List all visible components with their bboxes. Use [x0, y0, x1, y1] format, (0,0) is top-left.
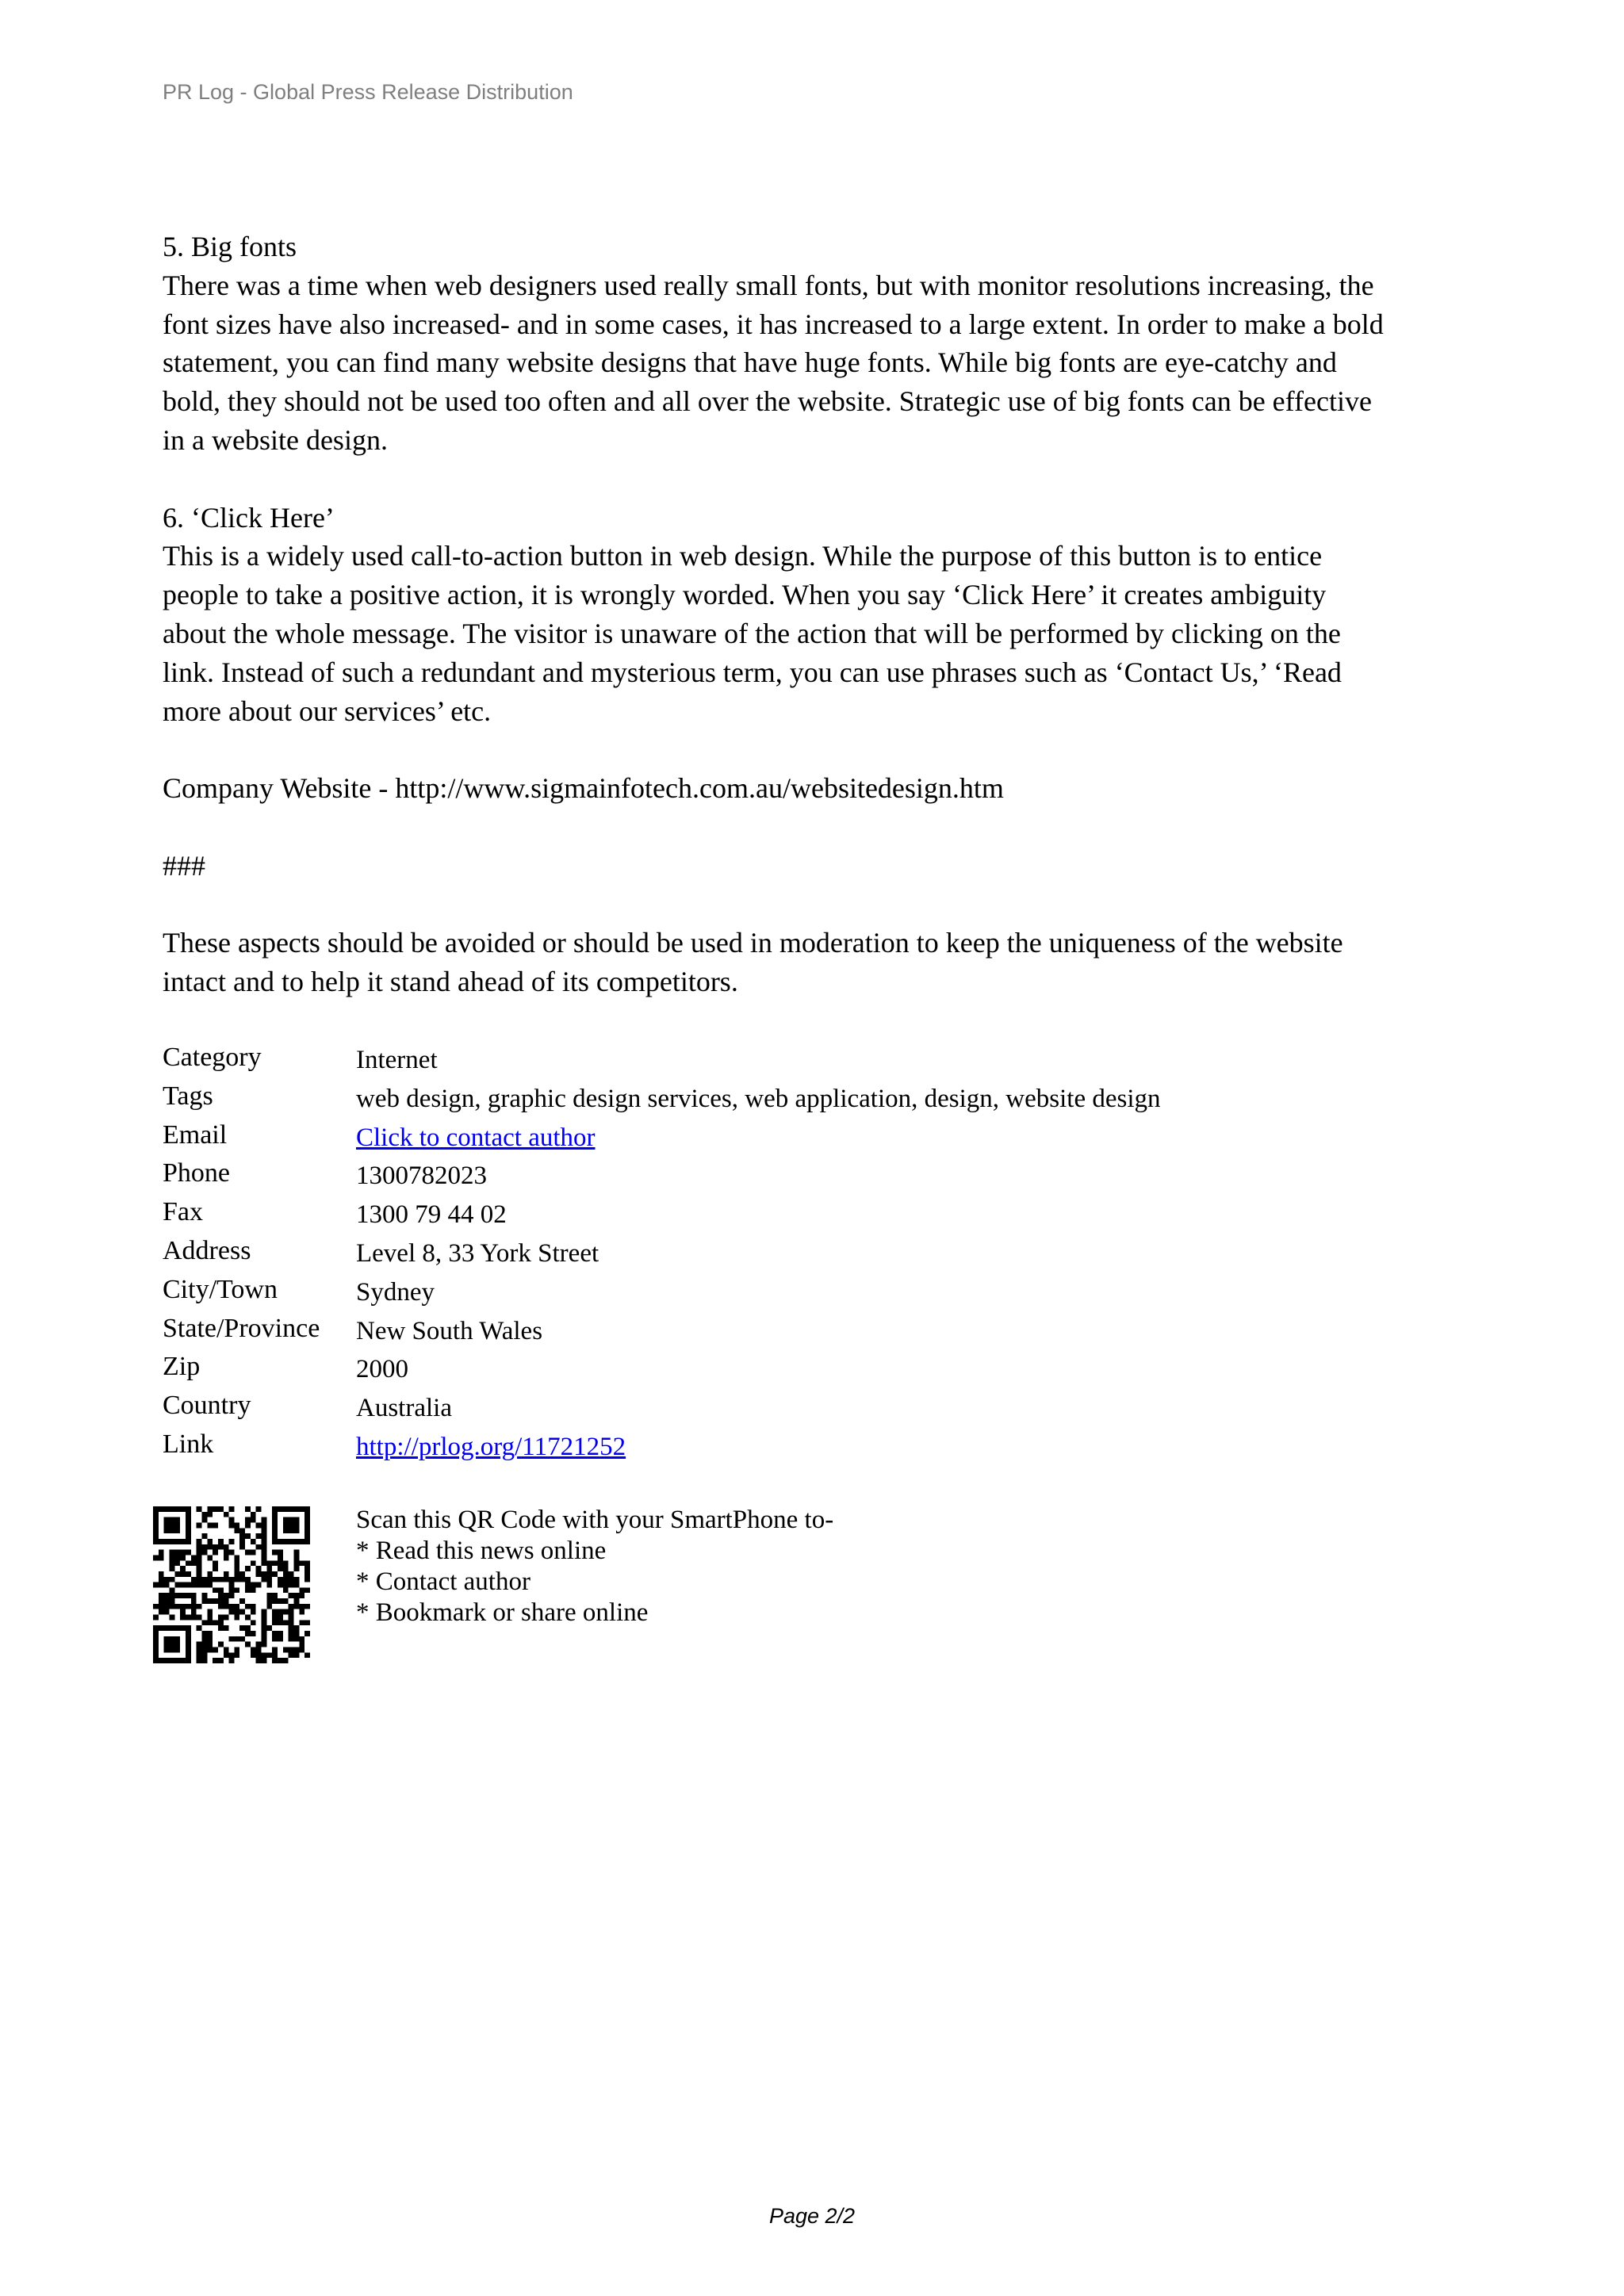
info-label: Category	[163, 1043, 262, 1072]
info-label: Address	[163, 1235, 251, 1265]
release-permalink[interactable]: http://prlog.org/11721252	[356, 1432, 626, 1461]
page-header: PR Log - Global Press Release Distribution	[163, 80, 573, 104]
text-line: about the whole message. The visitor is unaware of the action that will be performed by clicking on the	[163, 617, 1341, 649]
info-value: 1300782023	[356, 1161, 487, 1191]
text-line: 5. Big fonts	[163, 231, 297, 262]
info-value: Level 8, 33 York Street	[356, 1238, 599, 1268]
info-value: 1300 79 44 02	[356, 1200, 507, 1230]
qr-instructions	[356, 1505, 833, 1628]
text-line: statement, you can find many website designs that have huge fonts. While big fonts are eye-catchy and	[163, 346, 1337, 379]
info-label: Email	[163, 1119, 228, 1150]
text-line: intact and to help it stand ahead of its competitors.	[163, 966, 738, 998]
text-line: This is a widely used call-to-action button in web design. While the purpose of this button is to entice	[163, 540, 1323, 572]
page-number: Page 2/2	[768, 2204, 856, 2228]
text-line: link. Instead of such a redundant and mysterious term, you can use phrases such as ‘Contact Us,’ ‘Read	[163, 656, 1342, 688]
press-release-body	[163, 228, 1471, 1040]
info-value: 2000	[356, 1355, 408, 1384]
qr-instruction-line: * Bookmark or share online	[356, 1598, 649, 1627]
text-line: There was a time when web designers used really small fonts, but with monitor resolutions increasing, the	[163, 269, 1374, 301]
text-line: in a website design.	[163, 423, 388, 456]
text-line: 6. ‘Click Here’	[163, 501, 335, 534]
paragraph-conclusion	[163, 924, 1471, 1001]
qr-instruction-line: * Read this news online	[356, 1536, 607, 1565]
paragraph-big-fonts	[163, 228, 1471, 460]
qr-instruction-line: * Contact author	[356, 1567, 530, 1596]
info-value-container	[356, 1428, 626, 1466]
info-value: Internet	[356, 1046, 438, 1074]
qr-code-icon	[153, 1506, 310, 1663]
info-label: Fax	[163, 1197, 203, 1227]
info-label: Tags	[163, 1081, 213, 1111]
paragraph-separator	[163, 847, 1471, 886]
info-value: Australia	[356, 1394, 452, 1423]
info-label: State/Province	[163, 1313, 320, 1343]
info-label: City/Town	[163, 1274, 278, 1304]
text-line: font sizes have also increased- and in some cases, it has increased to a large extent. In order to make a bold	[163, 308, 1384, 340]
paragraph-company-website	[163, 769, 1471, 808]
text-line: ###	[163, 849, 205, 882]
text-line: These aspects should be avoided or should be used in moderation to keep the uniqueness of the website	[163, 927, 1343, 959]
text-line: Company Website - http://www.sigmainfotech.com.au/websitedesign.htm	[163, 772, 1004, 805]
text-line: bold, they should not be used too often and all over the website. Strategic use of big fonts can be effective	[163, 385, 1372, 418]
info-value: web design, graphic design services, web application, design, website design	[356, 1084, 1161, 1113]
contact-author-link[interactable]: Click to contact author	[356, 1123, 596, 1152]
info-label: Phone	[163, 1158, 230, 1188]
info-label: Zip	[163, 1352, 201, 1382]
info-label: Link	[163, 1429, 214, 1459]
paragraph-click-here	[163, 499, 1471, 731]
info-value: Sydney	[356, 1277, 435, 1307]
info-label: Country	[163, 1391, 251, 1421]
text-line: more about our services’ etc.	[163, 695, 492, 727]
info-value-container	[356, 1119, 596, 1157]
text-line: people to take a positive action, it is wrongly worded. When you say ‘Click Here’ it creates ambiguity	[163, 579, 1327, 611]
qr-instruction-line: Scan this QR Code with your SmartPhone to-	[356, 1506, 834, 1534]
info-value: New South Wales	[356, 1316, 543, 1345]
